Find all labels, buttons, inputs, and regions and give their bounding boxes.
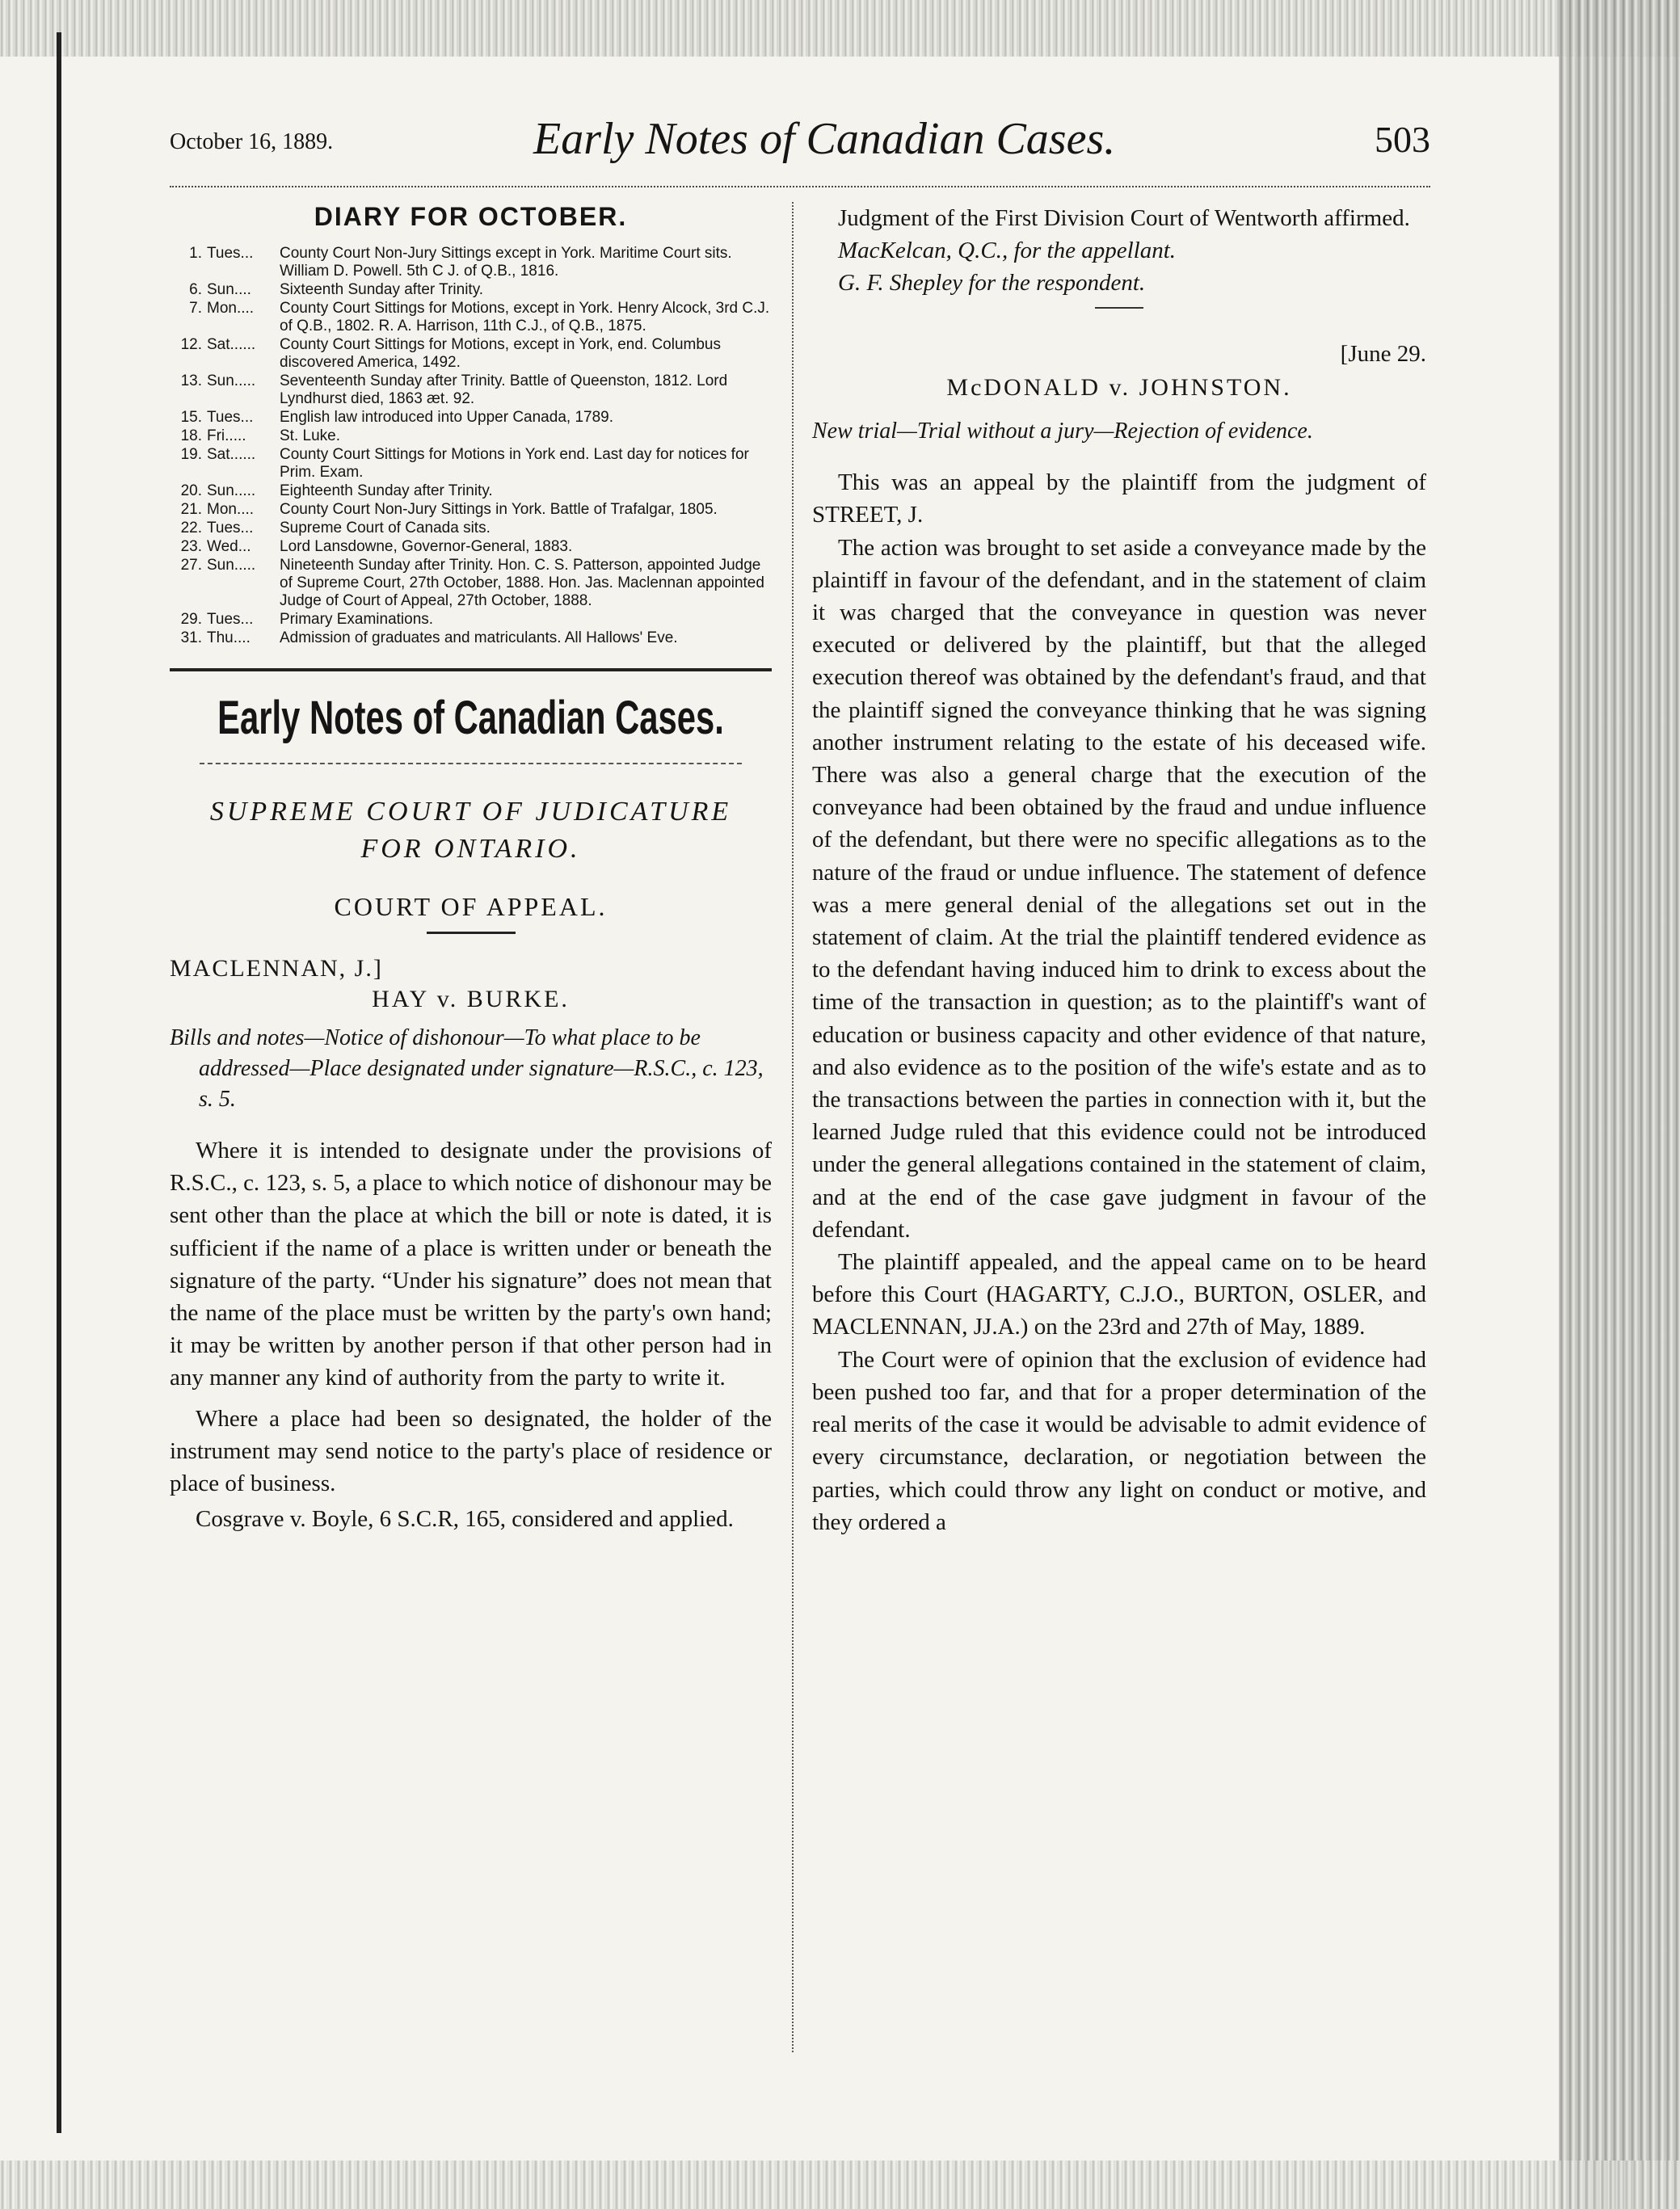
case-judge: MACLENNAN, J.] xyxy=(170,955,383,982)
page-binding-edge xyxy=(57,32,61,2133)
diary-entry-number: 31. xyxy=(180,629,202,646)
diary-entry-text: County Court Sittings for Motions, except in York, end. Columbus discovered America, 1492. xyxy=(280,336,721,371)
case-paragraph: This was an appeal by the plaintiff from the judgment of STREET, J. xyxy=(812,469,1426,528)
section-rule xyxy=(170,668,772,671)
diary-entry-day: Thu.... xyxy=(207,629,251,646)
diary-entry xyxy=(170,427,772,445)
diary-entry-number: 6. xyxy=(189,281,202,298)
case-paragraph: Where it is intended to designate under the provisions of R.S.C., c. 123, s. 5, a place to which notice of dishonour may be sent other than the place at which the bill or note is dated, it is sufficient if the name of a place is written under or beneath the signature of the party. “Under his signature” does not mean that the name of the place must be written by the party's own hand; it may be written by another person if that other person had in any manner any kind of authority from the party to write it. xyxy=(170,1138,773,1391)
case-title: McDONALD v. JOHNSTON. xyxy=(946,374,1292,402)
diary-entry-number: 23. xyxy=(180,538,202,555)
diary-entry-day: Sat...... xyxy=(207,336,256,353)
case-headnote: New trial—Trial without a jury—Rejection of evidence. xyxy=(812,419,1313,444)
diary-entry-text: Nineteenth Sunday after Trinity. Hon. C. S. Patterson, appointed Judge of Supreme Court, 27th October, 1888. Hon. Jas. Maclennan appointed Judge of Court of Appeal, 27th October, 1888. xyxy=(280,557,764,609)
diary-entry xyxy=(170,482,772,500)
scan-right-edge xyxy=(1559,0,1680,2209)
diary-entry xyxy=(170,336,772,372)
diary-entry-text: County Court Sittings for Motions in York end. Last day for notices for Prim. Exam. xyxy=(280,446,749,481)
diary-entry xyxy=(170,409,772,427)
case-headnote: Bills and notes—Notice of dishonour—To what place to be addressed—Place designated under signature—R.S.C., c. 123, s. 5. xyxy=(170,1025,764,1112)
header-date: October 16, 1889. xyxy=(170,129,334,154)
case-paragraph: Cosgrave v. Boyle, 6 S.C.R, 165, considered and applied. xyxy=(196,1506,734,1533)
diary-entry-day: Sun.... xyxy=(207,281,251,298)
diary-entry-number: 13. xyxy=(180,372,202,389)
counsel-respondent: G. F. Shepley for the respondent. xyxy=(838,270,1146,297)
diary-entry-number: 1. xyxy=(189,245,202,262)
diary-entry-text: Admission of graduates and matriculants. All Hallows' Eve. xyxy=(280,629,678,646)
case-paragraph: The action was brought to set aside a conveyance made by the plaintiff in favour of the defendant, and in the statement of claim it was charged that the conveyance in question was never executed or delivered by the plaintiff, but that the alleged execution thereof was obtained by the defendant's fraud, and that the plaintiff signed the conveyance thinking that he was signing another instrument relating to the estate of his deceased wife. There was also a general charge that the execution of the conveyance had been obtained by the fraud and undue influence of the defendant, but there were no specific allegations as to the nature of the fraud or undue influence. The statement of defence was a mere general denial of the allegations set out in the statement of claim. At the trial the plaintiff tendered evidence as to the defendant having induced him to drink to excess about the time of the transaction in question; as to the plaintiff's want of education or business capacity and other evidence of that nature, and also evidence as to the position of the wife's estate and as to the transactions between the parties in connection with it, but the learned Judge ruled that this evidence could not be introduced under the general allegations contained in the statement of claim, and at the end of the case gave judgment in favour of the defendant. xyxy=(812,534,1426,1243)
diary-entry xyxy=(170,501,772,519)
diary-entry-day: Wed... xyxy=(207,538,251,555)
diary-entry-number: 27. xyxy=(180,557,202,574)
court-heading-line1: SUPREME COURT OF JUDICATURE xyxy=(209,797,732,827)
diary-entry-day: Fri..... xyxy=(207,427,246,444)
court-heading xyxy=(170,793,772,868)
left-column xyxy=(170,202,772,1535)
diary-entry-number: 29. xyxy=(180,611,202,628)
diary-entry-number: 21. xyxy=(180,501,202,518)
diary-entry-number: 19. xyxy=(180,446,202,463)
diary-entry xyxy=(170,557,772,610)
diary-entry-day: Sat...... xyxy=(207,446,256,463)
diary-entry-text: Lord Lansdowne, Governor-General, 1883. xyxy=(280,538,573,555)
diary-entry-text: County Court Non-Jury Sittings except in York. Maritime Court sits. William D. Powell. 5th C J. of Q.B., 1816. xyxy=(280,245,732,280)
diary-entry-text: Seventeenth Sunday after Trinity. Battle of Queenston, 1812. Lord Lyndhurst died, 1863 æt. 92. xyxy=(280,372,728,407)
diary-entry xyxy=(170,629,772,647)
diary-entry xyxy=(170,245,772,280)
diary-list xyxy=(170,245,772,647)
section-title: Early Notes of Canadian Cases. xyxy=(217,692,724,744)
diary-entry-number: 7. xyxy=(189,300,202,317)
diary-entry-day: Tues... xyxy=(207,520,254,536)
case-paragraph: The plaintiff appealed, and the appeal came on to be heard before this Court (HAGARTY, C.J.O., BURTON, OSLER, and MACLENNAN, JJ.A.) on the 23rd and 27th of May, 1889. xyxy=(812,1249,1426,1340)
diary-entry-day: Sun..... xyxy=(207,372,256,389)
judgment-continuation: Judgment of the First Division Court of Wentworth affirmed. xyxy=(838,205,1410,231)
diary-entry-day: Sun..... xyxy=(207,557,256,574)
diary-entry xyxy=(170,372,772,408)
diary-entry-text: County Court Non-Jury Sittings in York. Battle of Trafalgar, 1805. xyxy=(280,501,718,518)
diary-entry xyxy=(170,281,772,299)
diary-entry-text: Supreme Court of Canada sits. xyxy=(280,520,491,536)
diary-entry xyxy=(170,538,772,556)
diary-entry-day: Sun..... xyxy=(207,482,256,499)
tiny-rule xyxy=(1095,307,1143,309)
dotted-rule xyxy=(200,763,742,764)
diary-entry-day: Mon.... xyxy=(207,501,255,518)
counsel-appellant: MacKelcan, Q.C., for the appellant. xyxy=(838,238,1177,264)
diary-entry-text: Primary Examinations. xyxy=(280,611,434,628)
diary-entry xyxy=(170,611,772,629)
diary-entry-text: Sixteenth Sunday after Trinity. xyxy=(280,281,484,298)
page-header xyxy=(170,113,1430,178)
diary-entry-number: 12. xyxy=(180,336,202,353)
header-title: Early Notes of Canadian Cases. xyxy=(533,114,1116,164)
diary-entry-day: Tues... xyxy=(207,245,254,262)
case-title: HAY v. BURKE. xyxy=(372,986,570,1012)
diary-entry-number: 22. xyxy=(180,520,202,536)
diary-entry xyxy=(170,520,772,537)
case-date: [June 29. xyxy=(1340,341,1426,368)
case-paragraph: Where a place had been so designated, the holder of the instrument may send notice to the party's place of residence or place of business. xyxy=(170,1405,772,1497)
diary-entry xyxy=(170,300,772,335)
diary-entry-text: English law introduced into Upper Canada, 1789. xyxy=(280,409,613,426)
right-column xyxy=(812,202,1426,1538)
case-paragraph: The Court were of opinion that the exclusion of evidence had been pushed too far, and that for a proper determination of the real merits of the case it would be advisable to admit evidence of every circumstance, declaration, or negotiation between the parties, which could throw any light on conduct or motive, and they ordered a xyxy=(812,1346,1426,1535)
court-name: COURT OF APPEAL. xyxy=(334,892,608,921)
diary-entry-number: 15. xyxy=(180,409,202,426)
court-heading-line2: FOR ONTARIO. xyxy=(360,834,581,864)
diary-entry-day: Tues... xyxy=(207,611,254,628)
page-number: 503 xyxy=(1375,119,1430,160)
header-rule xyxy=(170,186,1430,187)
column-divider xyxy=(792,202,794,2052)
diary-entry-text: Eighteenth Sunday after Trinity. xyxy=(280,482,493,499)
diary-title: DIARY FOR OCTOBER. xyxy=(314,202,628,231)
scan-top-edge xyxy=(0,0,1680,57)
diary-entry-text: County Court Sittings for Motions, except in York. Henry Alcock, 3rd C.J. of Q.B., 1802. R. A. Harrison, 11th C.J., of Q.B., 1875. xyxy=(280,300,770,335)
scan-bottom-edge xyxy=(0,2161,1680,2209)
diary-entry-text: St. Luke. xyxy=(280,427,340,444)
diary-entry-number: 18. xyxy=(180,427,202,444)
diary-entry-day: Mon.... xyxy=(207,300,255,317)
diary-entry-day: Tues... xyxy=(207,409,254,426)
short-rule xyxy=(427,932,516,934)
diary-entry xyxy=(170,446,772,482)
diary-entry-number: 20. xyxy=(180,482,202,499)
